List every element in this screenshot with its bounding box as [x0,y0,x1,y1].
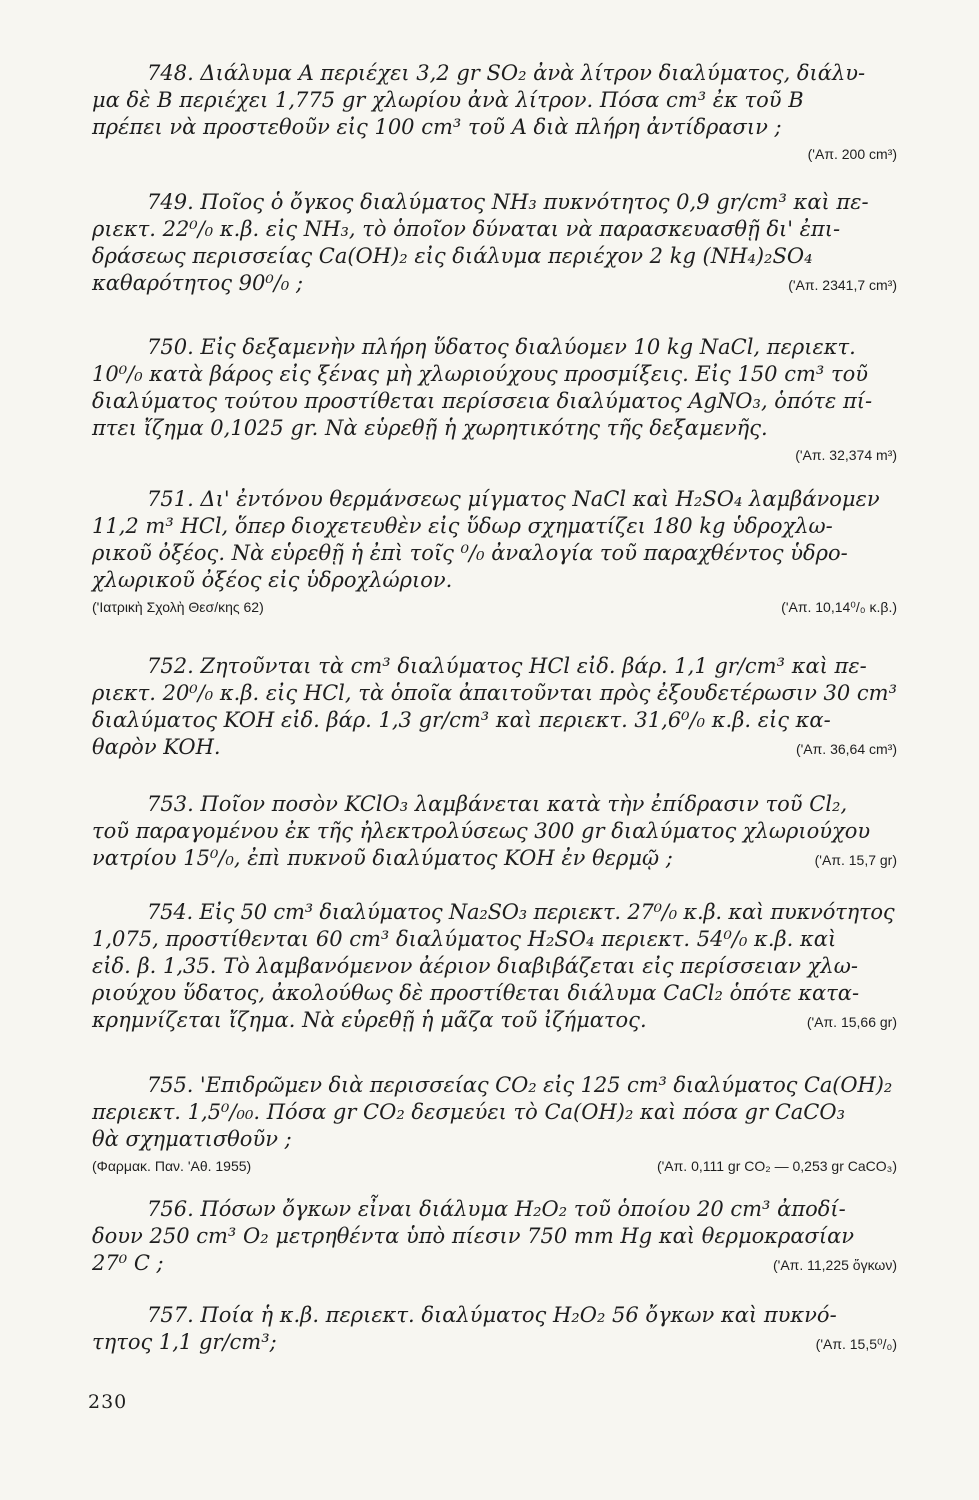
problem-756 [92,1196,897,1277]
problem-753 [92,791,897,872]
problem-757 [92,1302,897,1356]
problem-line: 754. Εἰς 50 cm³ διαλύματος Na₂SO₃ περιεκτ. 27⁰/₀ κ.β. καὶ πυκνότητος [147,900,895,924]
problem-line: 752. Ζητοῦνται τὰ cm³ διαλύματος HCl εἰδ. βάρ. 1,1 gr/cm³ καὶ πε- [147,654,867,678]
problem-line: δράσεως περισσείας Ca(OH)₂ εἰς διάλυμα περιέχον 2 kg (NH₄)₂SO₄ [92,244,813,268]
problem-line: χλωρικοῦ ὀξέος εἰς ὑδροχλώριον. [92,568,453,592]
problem-line: διαλύματος KOH εἰδ. βάρ. 1,3 gr/cm³ καὶ περιεκτ. 31,6⁰/₀ κ.β. εἰς κα- [92,708,831,732]
problem-line: 1,075, προστίθενται 60 cm³ διαλύματος H₂SO₄ περιεκτ. 54⁰/₀ κ.β. καὶ [92,927,837,951]
problem-line: κρημνίζεται ἴζημα. Νὰ εὑρεθῇ ἡ μᾶζα τοῦ ἰζήματος. [92,1008,647,1032]
answer: ('Απ. 10,14⁰/₀ κ.β.) [781,599,897,615]
source-citation: ('Ιατρικὴ Σχολὴ Θεσ/κης 62) [92,599,264,615]
problem-line: περιεκτ. 1,5⁰/₀₀. Πόσα gr CO₂ δεσμεύει τὸ Ca(OH)₂ καὶ πόσα gr CaCO₃ [92,1100,846,1124]
problem-line: πρέπει νὰ προστεθοῦν εἰς 100 cm³ τοῦ Α διὰ πλήρη ἀντίδρασιν ; [92,115,782,139]
problem-line: ριεκτ. 22⁰/₀ κ.β. εἰς NH₃, τὸ ὁποῖον δύναται νὰ παρασκευασθῇ δι' ἐπι- [92,217,841,241]
problem-line: 755. 'Επιδρῶμεν διὰ περισσείας CO₂ εἰς 125 cm³ διαλύματος Ca(OH)₂ [147,1073,893,1097]
problem-line: 749. Ποῖος ὁ ὄγκος διαλύματος NH₃ πυκνότητος 0,9 gr/cm³ καὶ πε- [147,190,869,214]
problem-line: δουν 250 cm³ O₂ μετρηθέντα ὑπὸ πίεσιν 750 mm Hg καὶ θερμοκρασίαν [92,1224,855,1248]
answer: ('Απ. 36,64 cm³) [795,741,897,757]
problem-755 [92,1072,897,1179]
problem-754 [92,899,897,1034]
problem-line: εἰδ. β. 1,35. Τὸ λαμβανόμενον ἀέριον διαβιβάζεται εἰς περίσσειαν χλω- [92,954,858,978]
problem-line: 753. Ποῖον ποσὸν KClO₃ λαμβάνεται κατὰ τὴν ἐπίδρασιν τοῦ Cl₂, [147,792,848,816]
problem-749 [92,189,897,297]
problem-line: καθαρότητος 90⁰/₀ ; [92,271,304,295]
problem-line: 757. Ποία ἡ κ.β. περιεκτ. διαλύματος H₂O₂ 56 ὄγκων καὶ πυκνό- [147,1303,837,1327]
answer: ('Απ. 15,7 gr) [814,852,897,868]
problem-line: 748. Διάλυμα Α περιέχει 3,2 gr SO₂ ἀνὰ λίτρον διαλύματος, διάλυ- [147,61,866,85]
problem-line: 27⁰ C ; [92,1251,164,1275]
problem-line: ριεκτ. 20⁰/₀ κ.β. εἰς HCl, τὰ ὁποῖα ἀπαιτοῦνται πρὸς ἐξουδετέρωσιν 30 cm³ [92,681,898,705]
answer: ('Απ. 15,66 gr) [806,1014,897,1030]
problem-line: τοῦ παραγομένου ἐκ τῆς ἠλεκτρολύσεως 300 gr διαλύματος χλωριούχου [92,819,871,843]
answer: ('Απ. 200 cm³) [807,146,897,162]
answer: ('Απ. 2341,7 cm³) [788,277,897,293]
problem-750 [92,334,897,466]
problem-last-row [92,270,897,297]
page-number: 230 [88,1391,128,1413]
problem-last-row [92,1329,897,1356]
problem-line: ριούχου ὕδατος, ἀκολούθως δὲ προστίθεται διάλυμα CaCl₂ ὁπότε κατα- [92,981,860,1005]
problem-line: 750. Εἰς δεξαμενὴν πλήρη ὕδατος διαλύομεν 10 kg NaCl, περιεκτ. [147,335,856,359]
problem-line: τητος 1,1 gr/cm³; [92,1330,277,1354]
problem-line: μα δὲ Β περιέχει 1,775 gr χλωρίου ἀνὰ λίτρον. Πόσα cm³ ἐκ τοῦ Β [92,88,804,112]
answer: ('Απ. 15,5⁰/₀) [815,1336,897,1352]
problem-last-row [92,845,897,872]
problem-last-row [92,734,897,761]
answer: ('Απ. 0,111 gr CO₂ — 0,253 gr CaCO₃) [656,1158,897,1174]
problem-line: ρικοῦ ὀξέος. Νὰ εὑρεθῇ ἡ ἐπὶ τοῖς ⁰/₀ ἀναλογία τοῦ παραχθέντος ὑδρο- [92,541,848,565]
answer: ('Απ. 32,374 m³) [795,447,897,463]
problem-line: 10⁰/₀ κατὰ βάρος εἰς ξένας μὴ χλωριούχους προσμίξεις. Εἰς 150 cm³ τοῦ [92,362,869,386]
problem-last-row [92,1007,897,1034]
problem-752 [92,653,897,761]
problem-line: θαρὸν KOH. [92,735,221,759]
problem-line: 751. Δι' ἐντόνου θερμάνσεως μίγματος NaCl καὶ H₂SO₄ λαμβάνομεν [147,487,880,511]
problem-748 [92,60,897,165]
problem-line: 11,2 m³ HCl, ὅπερ διοχετευθὲν εἰς ὕδωρ σχηματίζει 180 kg ὑδροχλω- [92,514,833,538]
problem-last-row [92,1250,897,1277]
source-row [92,594,897,620]
problem-line: πτει ἴζημα 0,1025 gr. Νὰ εὑρεθῇ ἡ χωρητικότης τῆς δεξαμενῆς. [92,416,768,440]
problem-line: διαλύματος τούτου προστίθεται περίσσεια διαλύματος AgNO₃, ὁπότε πί- [92,389,873,413]
problem-line: θὰ σχηματισθοῦν ; [92,1127,292,1151]
answer: ('Απ. 11,225 ὄγκων) [773,1257,897,1273]
problem-751 [92,486,897,620]
source-row [92,1153,897,1179]
problem-line: 756. Πόσων ὄγκων εἶναι διάλυμα H₂O₂ τοῦ ὁποίου 20 cm³ ἀποδί- [147,1197,846,1221]
source-citation: (Φαρμακ. Παν. 'Αθ. 1955) [92,1158,252,1174]
problem-line: νατρίου 15⁰/₀, ἐπὶ πυκνοῦ διαλύματος KOH ἐν θερμῷ ; [92,846,673,870]
